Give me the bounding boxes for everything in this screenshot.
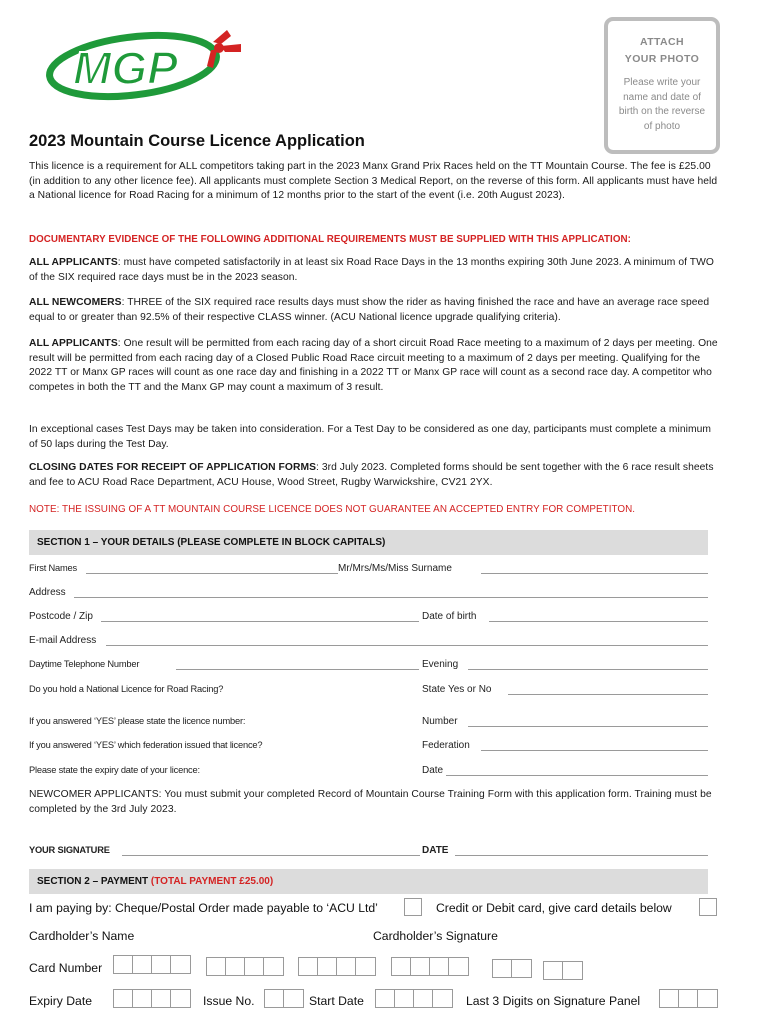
last3-boxes[interactable] xyxy=(659,989,718,1008)
signature-field[interactable] xyxy=(122,845,420,856)
dob-label: Date of birth xyxy=(422,611,477,622)
section2-title: SECTION 2 – PAYMENT xyxy=(37,876,149,887)
federation-field[interactable] xyxy=(481,740,708,751)
surname-field[interactable] xyxy=(481,563,708,574)
dob-field[interactable] xyxy=(489,611,708,622)
signature-date-field[interactable] xyxy=(455,845,708,856)
federation-label: Federation xyxy=(422,740,470,751)
closing-dates-paragraph xyxy=(29,461,721,490)
guarantee-note: NOTE: THE ISSUING OF A TT MOUNTAIN COURSE LICENCE DOES NOT GUARANTEE AN ACCEPTED ENTRY FOR COMPETITON. xyxy=(29,504,636,515)
address-field[interactable] xyxy=(74,587,708,598)
label-all-applicants-2: ALL APPLICANTS xyxy=(29,338,118,349)
first-names-field[interactable] xyxy=(86,563,338,574)
photo-attach-box xyxy=(604,17,720,154)
postcode-label: Postcode / Zip xyxy=(29,611,93,622)
federation-question: If you answered ‘YES’ which federation issued that licence? xyxy=(29,740,263,750)
licence-number-question: If you answered ‘YES’ please state the licence number: xyxy=(29,716,246,726)
start-date-boxes[interactable] xyxy=(375,989,453,1008)
card-option-label: Credit or Debit card, give card details below xyxy=(436,901,672,915)
cheque-checkbox[interactable] xyxy=(404,898,422,916)
card-number-group-2[interactable] xyxy=(206,957,284,976)
requirement-applicants-text: : must have competed satisfactorily in at least six Road Race Days in the 13 months expiring 30th June 2023. A minimum of TWO of the SIX required race days must be in the 2023 season. xyxy=(29,257,714,283)
issue-no-boxes[interactable] xyxy=(264,989,304,1008)
postcode-field[interactable] xyxy=(101,611,419,622)
newcomer-note: NEWCOMER APPLICANTS: You must submit your completed Record of Mountain Course Training Form with this application form. Training must be completed by the 3rd July 2023. xyxy=(29,789,712,815)
requirement-results xyxy=(29,337,721,395)
page-title: 2023 Mountain Course Licence Application xyxy=(29,132,365,150)
expiry-question: Please state the expiry date of your licence: xyxy=(29,765,200,775)
expiry-date-label: Date xyxy=(422,765,444,776)
mgp-logo xyxy=(45,22,260,102)
start-date-label: Start Date xyxy=(309,994,364,1008)
licence-expiry-field[interactable] xyxy=(446,765,708,776)
number-label: Number xyxy=(422,716,458,727)
requirement-newcomers-text: : THREE of the SIX required race results days must show the rider as having finished the race and have an average race speed equal to or greater than 92.5% of their respective CLASS winner. (ACU National licence upgrade qualifying criteria). xyxy=(29,297,710,323)
last3-label: Last 3 Digits on Signature Panel xyxy=(466,994,641,1008)
intro-paragraph: This licence is a requirement for ALL competitors taking part in the 2023 Manx Grand Prix Races held on the TT Mountain Course. The fee is £25.00 (in addition to any other licence fee). All applicants must complete Section 3 Medical Report, on the reverse of this form. All applicants must have held a National licence for Road Racing for a minimum of 12 months prior to the start of the event (i.e. 20th August 2023). xyxy=(29,161,718,202)
yes-no-label: State Yes or No xyxy=(422,684,492,695)
requirement-results-text: : One result will be permitted from each racing day of a short circuit Road Race meeting to a maximum of 2 days per meeting. One result will be permitted from each racing day of a Closed Public Road Race circuit meeting to a maximum of 2 days per meeting. Qualifying for the 2022 TT or Manx GP races will count as one race day and finishing in a 2022 TT or Manx GP race will count as a second race day. A competitor who competes in both the TT and the Manx GP may count a maximum of 3 result. xyxy=(29,338,718,393)
section1-heading: SECTION 1 – YOUR DETAILS (PLEASE COMPLETE IN BLOCK CAPITALS) xyxy=(29,530,708,555)
card-number-group-1[interactable] xyxy=(113,955,191,974)
card-number-group-4[interactable] xyxy=(391,957,469,976)
photo-box-line2: YOUR PHOTO xyxy=(624,53,700,65)
cheque-option-label: I am paying by: Cheque/Postal Order made payable to ‘ACU Ltd’ xyxy=(29,901,378,915)
address-label: Address xyxy=(29,587,66,598)
evening-label: Evening xyxy=(422,659,459,670)
cardholder-signature-label: Cardholder’s Signature xyxy=(373,929,498,943)
photo-box-instructions: Please write your name and date of birth on the reverse of photo xyxy=(618,77,706,132)
first-names-label: First Names xyxy=(29,563,77,573)
section2-heading xyxy=(29,869,708,894)
requirements-heading: DOCUMENTARY EVIDENCE OF THE FOLLOWING ADDITIONAL REQUIREMENTS MUST BE SUPPLIED WITH THIS APPLICATION: xyxy=(29,234,631,245)
expiry-date-boxes[interactable] xyxy=(113,989,191,1008)
total-payment: (TOTAL PAYMENT £25.00) xyxy=(150,876,274,887)
surname-label: Mr/Mrs/Ms/Miss Surname xyxy=(338,563,452,574)
email-label: E-mail Address xyxy=(29,635,97,646)
logo-text: MGP xyxy=(73,42,178,94)
photo-box-line1: ATTACH xyxy=(639,36,684,48)
evening-phone-field[interactable] xyxy=(468,659,708,670)
card-number-group-3[interactable] xyxy=(298,957,376,976)
cardholder-name-label: Cardholder’s Name xyxy=(29,929,135,943)
signature-label: YOUR SIGNATURE xyxy=(29,845,110,855)
closing-dates-text: : 3rd July 2023. Completed forms should be sent together with the 6 race result sheets and fee to ACU Road Race Department, ACU House, Wood Street, Rugby Warwickshire, CV21 2YX. xyxy=(29,462,714,488)
yes-no-field[interactable] xyxy=(508,684,708,695)
requirement-newcomers xyxy=(29,296,721,325)
signature-date-label: DATE xyxy=(422,845,449,856)
closing-dates-label: CLOSING DATES FOR RECEIPT OF APPLICATION FORMS xyxy=(29,462,316,473)
email-field[interactable] xyxy=(106,635,708,646)
national-licence-question: Do you hold a National Licence for Road Racing? xyxy=(29,684,224,694)
requirement-applicants xyxy=(29,256,721,285)
card-number-group-5[interactable] xyxy=(492,959,532,978)
licence-number-field[interactable] xyxy=(468,716,708,727)
daytime-phone-field[interactable] xyxy=(176,659,419,670)
card-number-label: Card Number xyxy=(29,961,103,975)
expiry-date-label-card: Expiry Date xyxy=(29,994,92,1008)
card-number-group-6[interactable] xyxy=(543,961,583,980)
test-days-paragraph: In exceptional cases Test Days may be taken into consideration. For a Test Day to be considered as one day, participants must complete a minimum of 50 laps during the Test Day. xyxy=(29,424,711,450)
label-all-applicants: ALL APPLICANTS xyxy=(29,257,118,268)
issue-no-label: Issue No. xyxy=(203,994,255,1008)
card-checkbox[interactable] xyxy=(699,898,717,916)
daytime-phone-label: Daytime Telephone Number xyxy=(29,659,140,669)
label-all-newcomers: ALL NEWCOMERS xyxy=(29,297,122,308)
